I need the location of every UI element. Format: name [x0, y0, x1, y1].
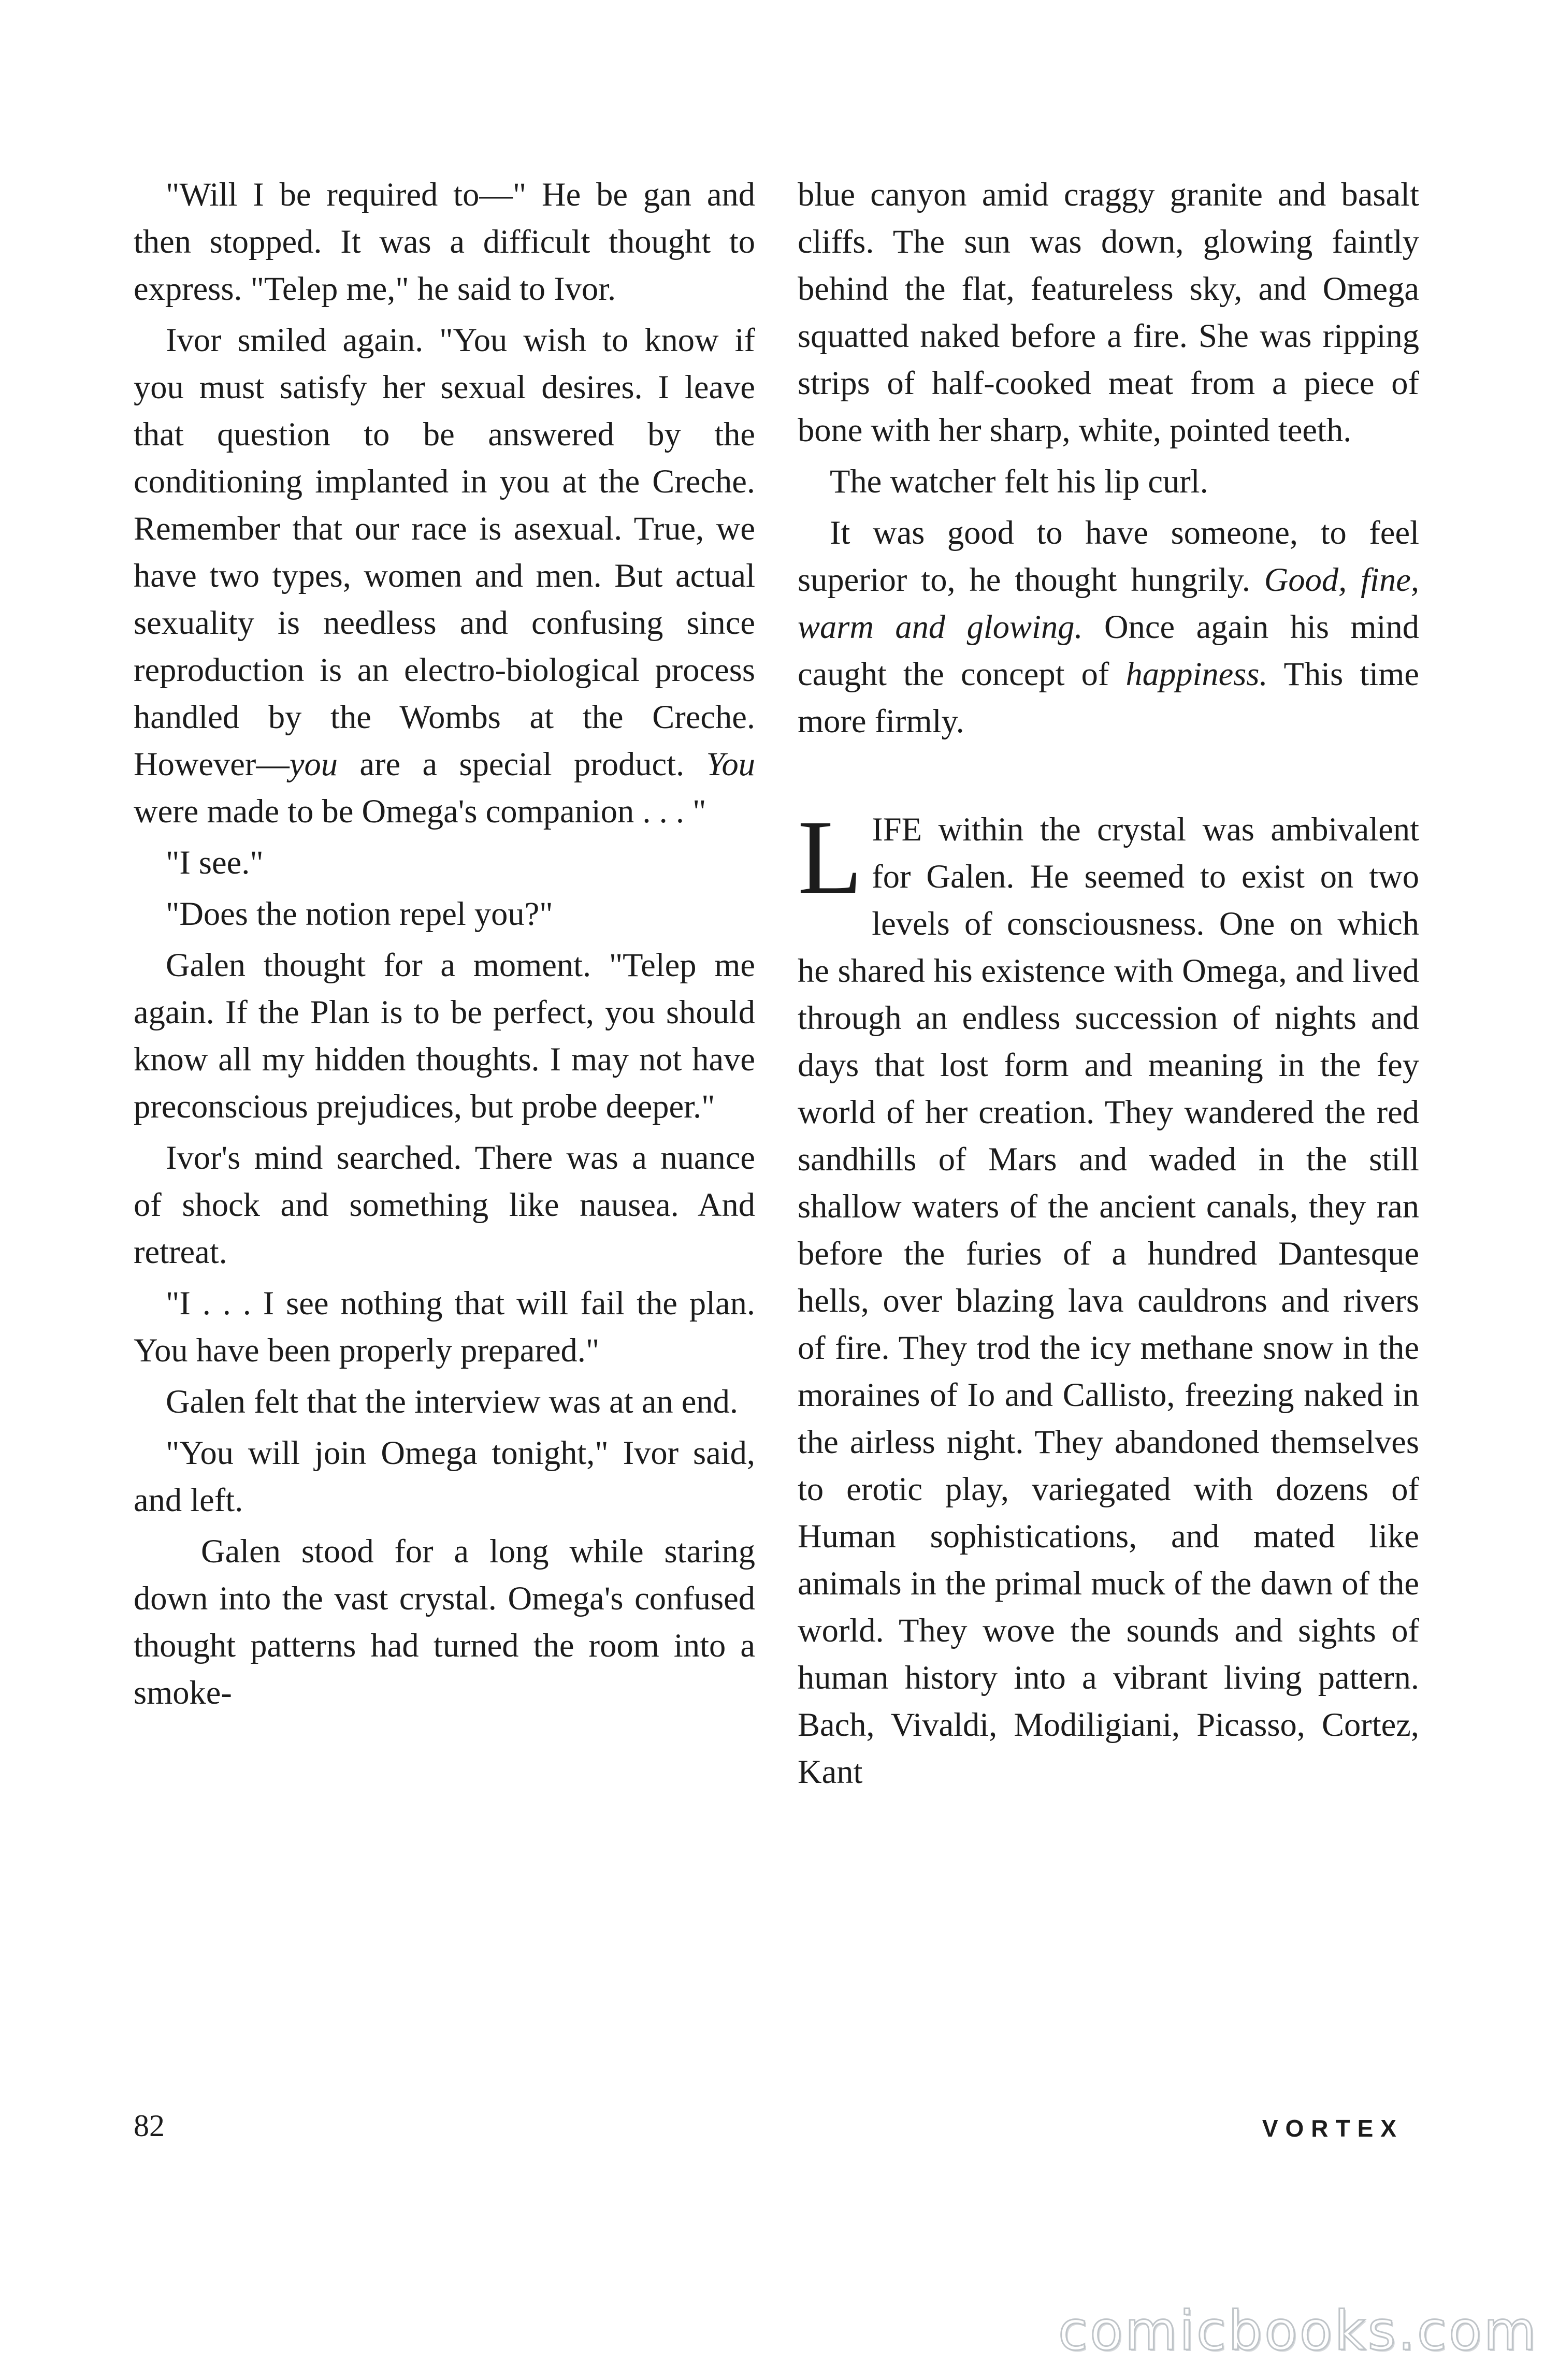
paragraph: blue canyon amid craggy granite and basalt cliffs. The sun was down, glowing faintly behind the flat, featureless sky, and Omega squatted naked before a fire. She was ripping strips of half-cooked meat from a piece of bone with her sharp, white, pointed teeth.	[798, 176, 1419, 448]
paragraph: LIFE within the crystal was ambivalent for Galen. He seemed to exist on two levels of consciousness. One on which he shared his existence with Omega, and lived through an endless succession of nights and days that lost form and meaning in the fey world of her creation. They wandered the red sandhills of Mars and waded in the still shallow waters of the ancient canals, they ran before the furies of a hundred Dantesque hells, over blazing lava cauldrons and rivers of fire. They trod the icy methane snow in the moraines of Io and Callisto, freezing naked in the airless night. They abandoned themselves to erotic play, variegated with dozens of Human sophistications, and mated like animals in the primal muck of the dawn of the world. They wove the sounds and sights of human history into a vibrant living pattern. Bach, Vivaldi, Modiligiani, Picasso, Cortez, Kant	[798, 799, 1419, 1790]
magazine-name: VORTEX	[1262, 2115, 1404, 2142]
emphasis: happiness.	[1125, 656, 1268, 692]
emphasis: Good, fine, warm and glowing.	[798, 561, 1419, 645]
right-text-column	[798, 171, 1419, 1799]
section-break	[798, 799, 1419, 1795]
page-number: 82	[134, 2109, 165, 2143]
emphasis: You	[706, 746, 755, 782]
emphasis: you	[289, 746, 338, 782]
paragraph: It was good to have someone, to feel superior to, he thought hungrily. Good, fine, warm and glowing. Once again his mind caught the concept of happiness. This time more firmly.	[798, 514, 1419, 739]
paragraph: Ivor's mind searched. There was a nuance of shock and something like nausea. And retreat.	[134, 1139, 755, 1270]
paragraph: Ivor smiled again. "You wish to know if you must satisfy her sexual desires. I leave that question to be answered by the conditioning implanted in you at the Creche. Remember that our race is asexual. True, we have two types, women and men. But actual sexuality is needless and confusing since reproduction is an electro-biological process handled by the Wombs at the Creche. However—you are a special product. You were made to be Omega's companion . . . "	[134, 322, 755, 830]
watermark: comicbooks.com	[1058, 2299, 1538, 2362]
drop-cap: L	[798, 799, 863, 916]
paragraph: Galen thought for a moment. "Telep me again. If the Plan is to be perfect, you should know all my hidden thoughts. I may not have preconscious prejudices, but probe deeper."	[134, 947, 755, 1125]
paragraph: The watcher felt his lip curl.	[830, 463, 1208, 500]
paragraph: "I see."	[166, 844, 264, 881]
left-text-column	[134, 171, 755, 1720]
paragraph: "I . . . I see nothing that will fail the plan. You have been properly prepared."	[134, 1285, 755, 1369]
paragraph: "You will join Omega tonight," Ivor said, and left.	[134, 1434, 755, 1518]
paragraph: "Will I be required to—" He be gan and then stopped. It was a difficult thought to express. "Telep me," he said to Ivor.	[134, 176, 755, 307]
paragraph: "Does the notion repel you?"	[166, 895, 553, 932]
paragraph: Galen felt that the interview was at an end.	[166, 1383, 739, 1420]
paragraph: Galen stood for a long while staring down into the vast crystal. Omega's confused thought patterns had turned the room into a smoke-	[134, 1533, 755, 1711]
